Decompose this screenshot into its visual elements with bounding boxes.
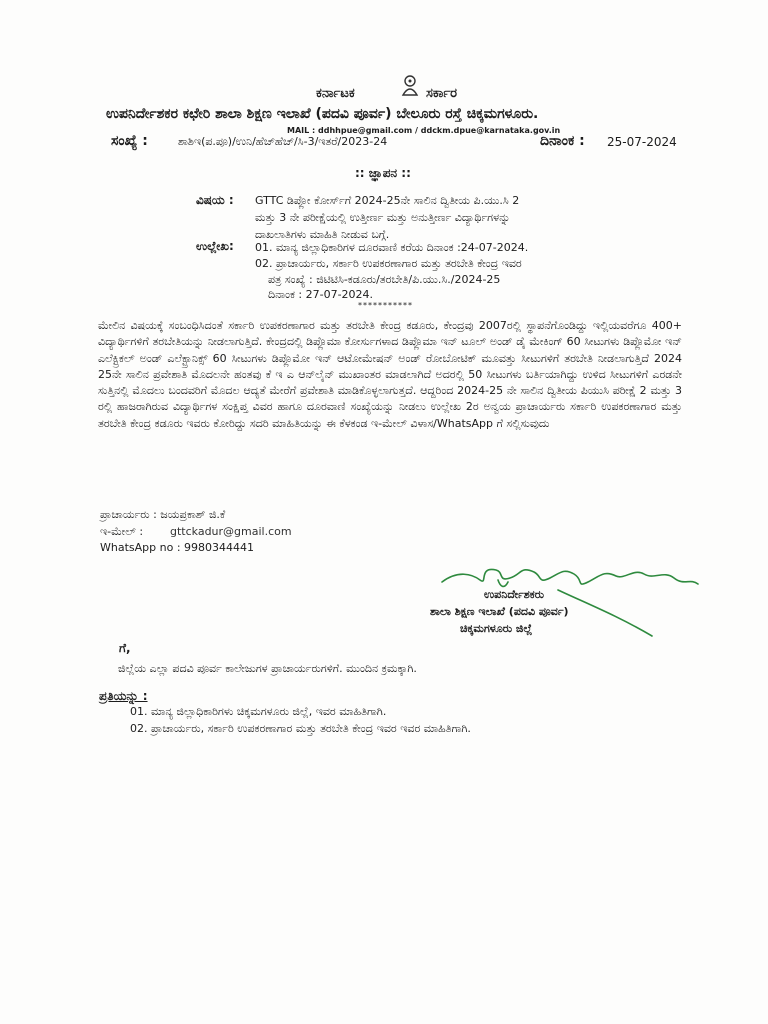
notice-title: :: ಜ್ಞಾಪನ :: (355, 166, 411, 180)
govt-right-label: ಸರ್ಕಾರ (426, 86, 457, 101)
email-label: ಇ-ಮೇಲ್ : (100, 525, 144, 538)
signatory-department: ಶಾಲಾ ಶಿಕ್ಷಣ ಇಲಾಖೆ (ಪದವಿ ಪೂರ್ವ) (430, 605, 569, 618)
subject-label: ವಿಷಯ : (196, 193, 234, 207)
ref-number-value: ಶಾಶಿಇ(ಪ.ಪೂ)/ಉನಿ/ಹೆಚ್‌ಹೆಚ್/ಸಿ-3/ಇತರೆ/2023-24 (178, 135, 388, 148)
to-recipients: ಜಿಲ್ಲೆಯ ಎಲ್ಲಾ ಪದವಿ ಪೂರ್ವ ಕಾಲೇಜುಗಳ ಪ್ರಾಚಾರ್ಯರುಗಳಿಗೆ. ಮುಂದಿನ ಕ್ರಮಕ್ಕಾಗಿ. (118, 662, 417, 675)
office-title: ಉಪನಿರ್ದೇಶಕರ ಕಛೇರಿ ಶಾಲಾ ಶಿಕ್ಷಣ ಇಲಾಖೆ (ಪದವಿ ಪೂರ್ವ) ಬೇಲೂರು ರಸ್ತೆ ಚಿಕ್ಕಮಗಳೂರು. (106, 106, 539, 122)
email-link[interactable]: gttckadur@gmail.com (170, 525, 292, 538)
subject-line: GTTC ಡಿಪ್ಲೋ ಕೋರ್ಸ್‌ಗೆ 2024-25ನೇ ಸಾಲಿನ ದ್ವಿತೀಯ ಪಿ.ಯು.ಸಿ 2 (255, 194, 520, 207)
reference-line: ಪತ್ರ ಸಂಖ್ಯೆ : ಜಿಟಿಟಿಸಿ-ಕಡೂರು/ತರಬೇತಿ/ಪಿ.ಯು.ಸಿ./2024-25 (268, 273, 501, 286)
date-label: ದಿನಾಂಕ : (540, 133, 585, 149)
reference-label: ಉಲ್ಲೇಖ: (196, 239, 234, 253)
to-label: ಗೆ, (119, 641, 131, 655)
ref-number-label: ಸಂಖ್ಯೆ : (111, 133, 148, 149)
govt-left-label: ಕರ್ನಾಟಕ (316, 86, 355, 101)
office-mail: MAIL : ddhhpue@gmail.com / ddckm.dpue@karnataka.gov.in (287, 126, 561, 135)
signatory-district: ಚಿಕ್ಕಮಗಳೂರು ಜಿಲ್ಲೆ (460, 622, 533, 635)
subject-line: ಮತ್ತು 3 ನೇ ಪರೀಕ್ಷೆಯಲ್ಲಿ ಉತ್ತೀರ್ಣ ಮತ್ತು ಅನುತ್ತೀರ್ಣ ವಿದ್ಯಾರ್ಥಿಗಳನ್ನು (255, 211, 511, 224)
reference-line: 02. ಪ್ರಾಚಾರ್ಯರು, ಸರ್ಕಾರಿ ಉಪಕರಣಾಗಾರ ಮತ್ತು ತರಬೇತಿ ಕೇಂದ್ರ ಇವರ (255, 257, 522, 270)
copy-label: ಪ್ರತಿಯನ್ನು : (99, 689, 148, 703)
body-paragraph: ಮೇಲಿನ ವಿಷಯಕ್ಕೆ ಸಂಬಂಧಿಸಿದಂತೆ ಸರ್ಕಾರಿ ಉಪಕರಣಾಗಾರ ಮತ್ತು ತರಬೇತಿ ಕೇಂದ್ರ ಕಡೂರು, ಕೇಂದ್ರವು 2007ರಲ್ಲಿ ಸ್ಥಾಪನೆಗೊಂಡಿದ್ದು ಇಲ್ಲಿಯವರೆಗೂ 400+ ವಿದ್ಯಾರ್ಥಿಗಳಿಗೆ ತರಬೇತಿಯನ್ನು ನೀಡಲಾಗುತ್ತಿದೆ. ಕೇಂದ್ರದಲ್ಲಿ ಡಿಪ್ಲೊಮಾ ಕೋರ್ಸುಗಳಾದ ಡಿಪ್ಲೊಮಾ ಇನ್ ಟೂಲ್ ಅಂಡ್ ಡೈ ಮೇಕಿಂಗ್ 60 ಸೀಟುಗಳು ಡಿಪ್ಲೊಮೋ ಇನ್ ಎಲೆಕ್ಟ್ರಿಕಲ್ ಅಂಡ್ ಎಲೆಕ್ಟ್ರಾನಿಕ್ಸ್ 60 ಸೀಟುಗಳು ಡಿಪ್ಲೊಮೋ ಇನ್ ಆಟೋಮೇಷನ್ ಅಂಡ್ ರೋಬೋಟಿಕ್ ಮೂವತ್ತು ಸೀಟುಗಳಿಗೆ ತರಬೇತಿ ನೀಡಲಾಗುತ್ತಿದೆ 2024 25ನೇ ಸಾಲಿನ ಪ್ರವೇಶಾತಿ ಮೊದಲನೇ ಹಂತವು ಕೆ ಇ ಎ ಆನ್‌ಲೈನ್ ಮುಖಾಂತರ ಮಾಡಲಾಗಿದೆ ಅದರಲ್ಲಿ 50 ಸೀಟುಗಳು ಬರ್ತಿಯಾಗಿದ್ದು ಉಳಿದ ಸೀಟುಗಳಿಗೆ ಎರಡನೇ ಸುತ್ತಿನಲ್ಲಿ ಮೊದಲು ಬಂದವರಿಗೆ ಮೊದಲ ಆದ್ಯತೆ ಮೇರೆಗೆ ಪ್ರವೇಶಾತಿ ಮಾಡಿಕೊಳ್ಳಲಾಗುತ್ತದೆ. ಆದ್ದರಿಂದ 2024-25 ನೇ ಸಾಲಿನ ದ್ವಿತೀಯ ಪಿಯುಸಿ ಪರೀಕ್ಷೆ 2 ಮತ್ತು 3 ರಲ್ಲಿ ಹಾಜರಾಗಿರುವ ವಿದ್ಯಾರ್ಥಿಗಳ ಸಂಕ್ಷಿಪ್ತ ವಿವರ ಹಾಗೂ ದೂರವಾಣಿ ಸಂಖ್ಯೆಯನ್ನು ನೀಡಲು ಉಲ್ಲೇಖ 2ರ ಅನ್ವಯ ಪ್ರಾಚಾರ್ಯರು ಸರ್ಕಾರಿ ಉಪಕರಣಾಗಾರ ಮತ್ತು ತರಬೇತಿ ಕೇಂದ್ರ ಕಡೂರು ಇವರು ಕೋರಿದ್ದು ಸದರಿ ಮಾಹಿತಿಯನ್ನು ಈ ಕೆಳಕಂಡ ಇ-ಮೇಲ್ ವಿಳಾಸ/WhatsApp ಗೆ ಸಲ್ಲಿಸುವುದು (98, 319, 682, 430)
state-emblem-icon (400, 75, 420, 97)
signatory-title: ಉಪನಿರ್ದೇಶಕರು (484, 588, 545, 601)
reference-line: 01. ಮಾನ್ಯ ಜಿಲ್ಲಾಧಿಕಾರಿಗಳ ದೂರವಾಣಿ ಕರೆಯ ದಿನಾಂಕ :24-07-2024. (255, 241, 529, 254)
reference-line: ದಿನಾಂಕ : 27-07-2024. (268, 288, 374, 301)
separator-stars: *********** (358, 301, 413, 310)
principal-name: ಪ್ರಾಚಾರ್ಯರು : ಜಯಪ್ರಕಾಶ್ ಜಿ.ಕೆ (100, 508, 226, 521)
date-value: 25-07-2024 (607, 135, 677, 149)
copy-item: 02. ಪ್ರಾಚಾರ್ಯರು, ಸರ್ಕಾರಿ ಉಪಕರಣಾಗಾರ ಮತ್ತು ತರಬೇತಿ ಕೇಂದ್ರ ಇವರ ಇವರ ಮಾಹಿತಿಗಾಗಿ. (130, 722, 471, 735)
subject-line: ದಾಖಲಾತಿಗಳು ಮಾಹಿತಿ ನೀಡುವ ಬಗ್ಗೆ. (255, 228, 390, 241)
whatsapp-number: WhatsApp no : 9980344441 (100, 541, 255, 554)
copy-item: 01. ಮಾನ್ಯ ಜಿಲ್ಲಾಧಿಕಾರಿಗಳು ಚಿಕ್ಕಮಗಳೂರು ಜಿಲ್ಲೆ, ಇವರ ಮಾಹಿತಿಗಾಗಿ. (130, 705, 387, 718)
